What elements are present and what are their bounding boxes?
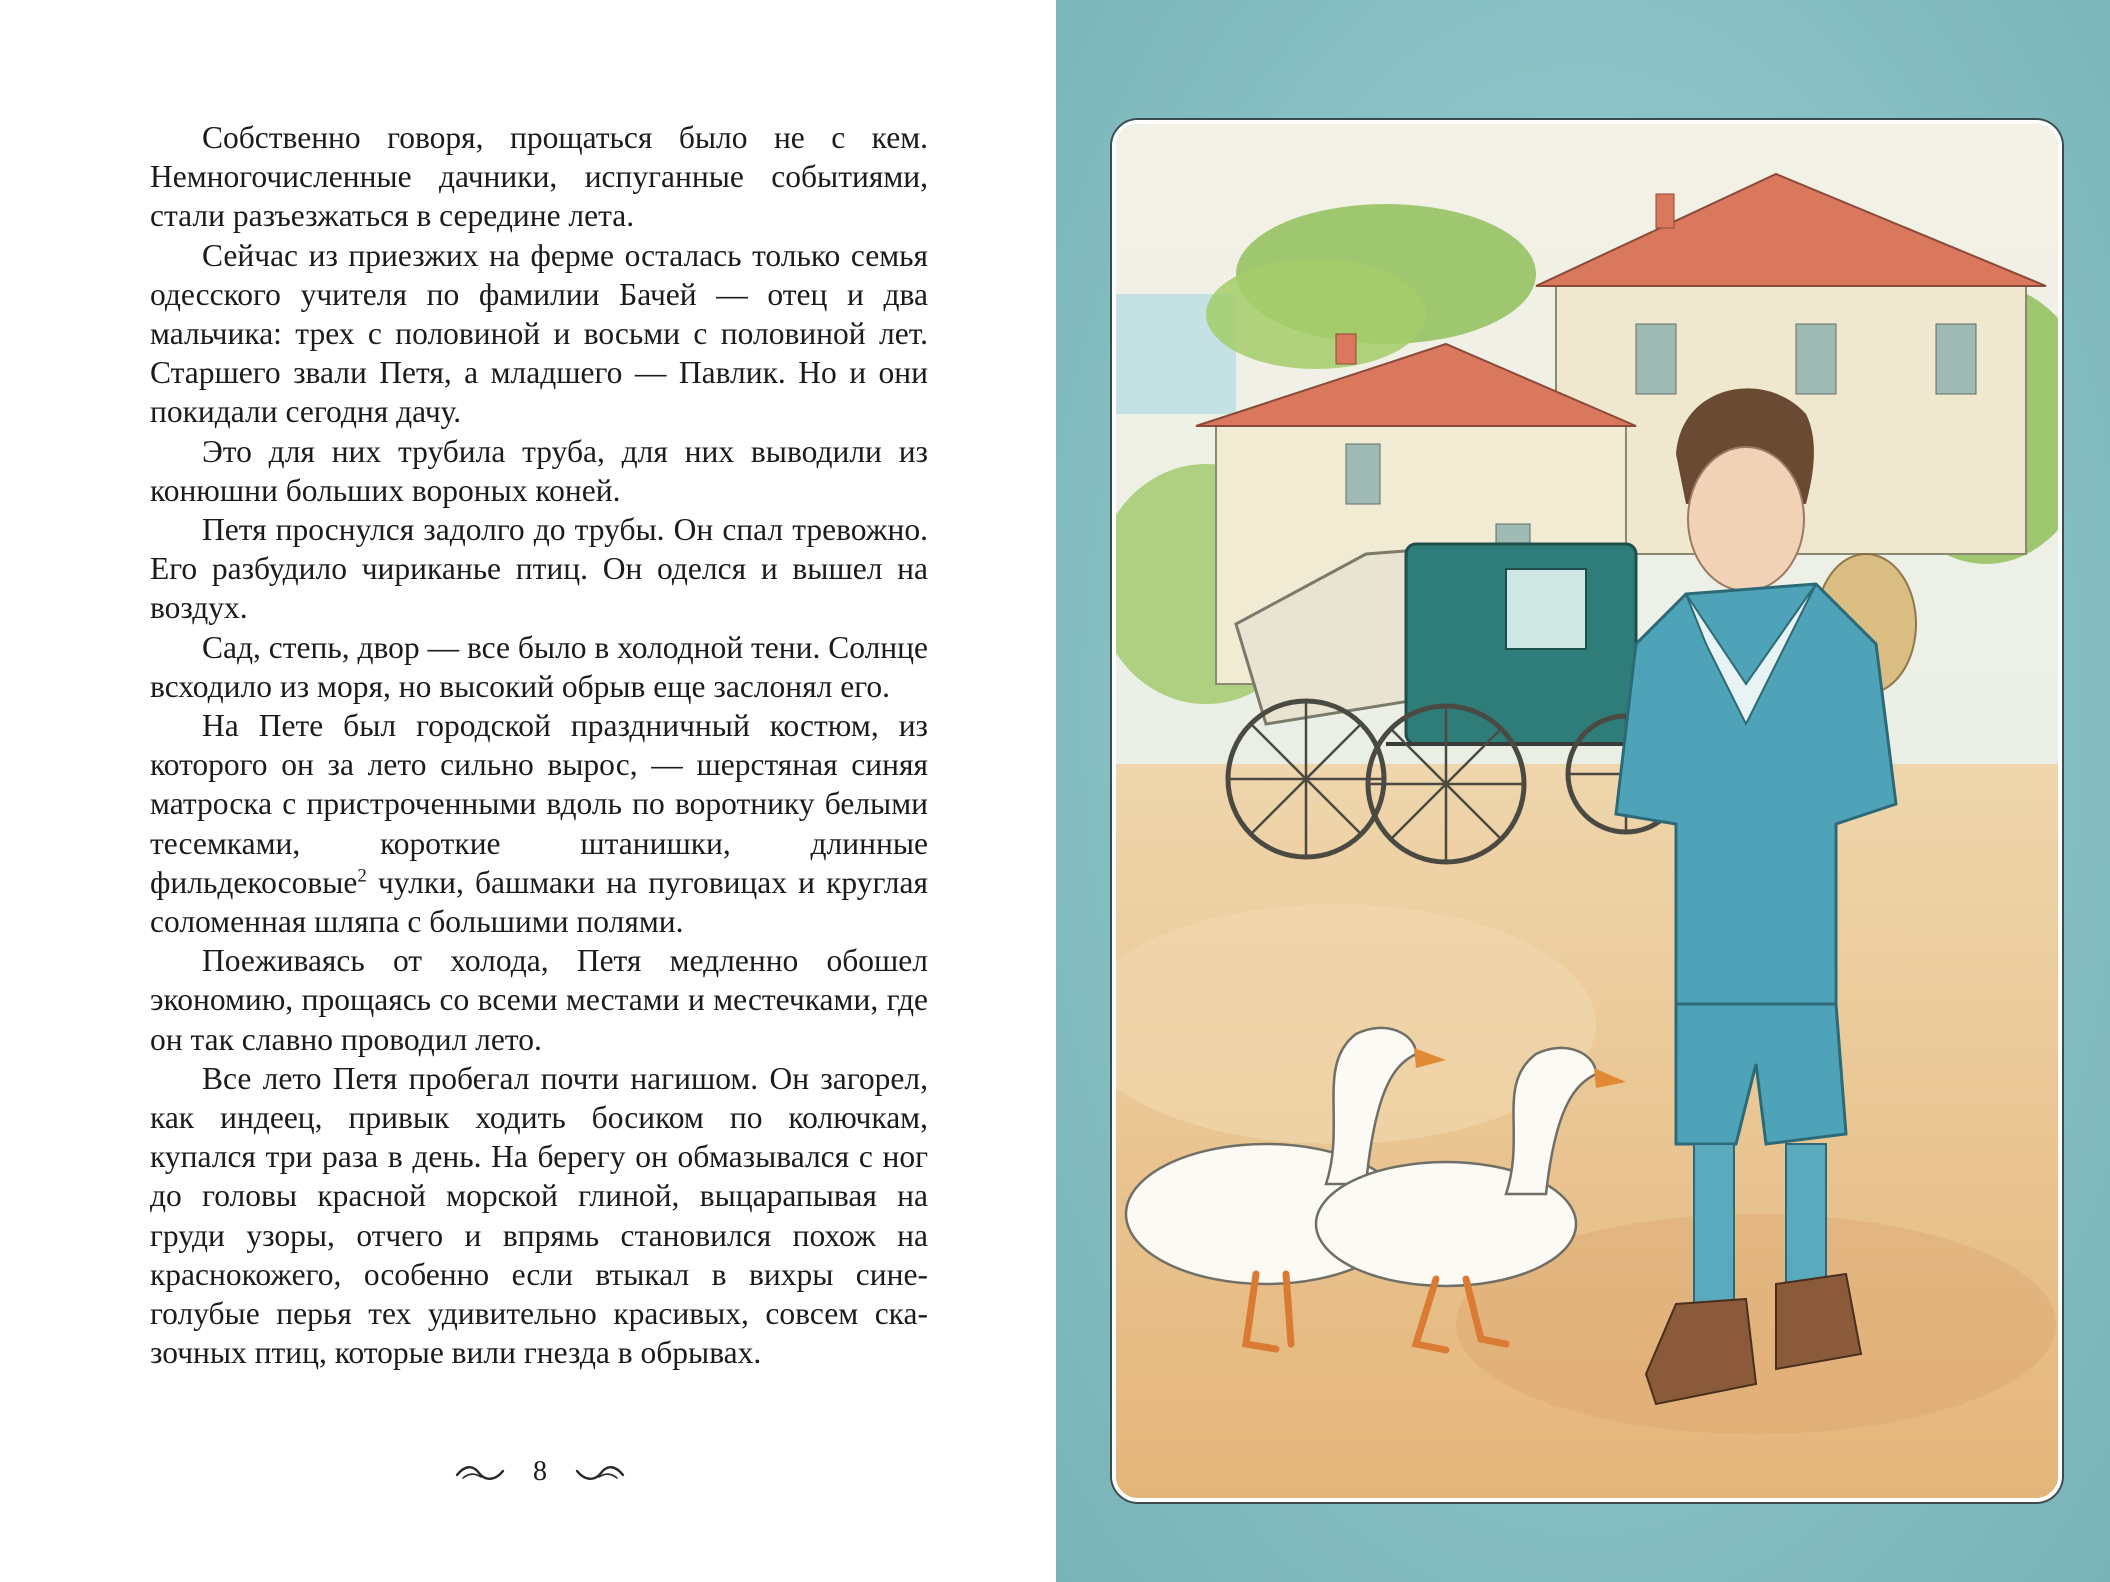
- illustration-frame: [1112, 120, 2062, 1502]
- paragraph: Сейчас из приезжих на ферме осталась только семья одесского учителя по фамилии Бачей — отец и два мальчика: трех с половиной и восьми с половиной лет. Старшего звали Петя, а младшего — Павлик. Но и они покидали сегодня дачу.: [150, 237, 928, 430]
- illustration: [1116, 124, 2058, 1498]
- paragraph-text: чулки, башмаки на пуговицах и круглая соломенная шляпа с большими полями.: [150, 864, 928, 940]
- paragraph: [150, 706, 928, 941]
- page-footer: [450, 1452, 630, 1492]
- paragraph: Сад, степь, двор — все было в холодной тени. Солнце всходило из моря, но высокий обрыв еще заслонял его.: [150, 629, 928, 704]
- paragraph: Поеживаясь от холода, Петя медленно обошел экономию, прощаясь со всеми местами и местечками, где он так славно проводил лето.: [150, 943, 928, 1057]
- paragraph: Все лето Петя пробегал почти нагишом. Он загорел, как индеец, привык ходить босиком по колючкам, купался три раза в день. На берегу он обмазывался с ног до головы красной морской глиной, выцарапывая на груди узоры, отчего и впрямь становился похож на краснокожего, особенно если втыкал в вихры синеголубые перья тех удивительно красивых, совсем сказочных птиц, которые вили гнезда в обрывах.: [150, 1060, 928, 1371]
- ornament-right-icon: [573, 1461, 625, 1483]
- paragraph: Это для них трубила труба, для них выводили из конюшни больших вороных коней.: [150, 433, 928, 508]
- paragraph: Петя проснулся задолго до трубы. Он спал тревожно. Его разбудило чириканье птиц. Он оделся и вышел на воздух.: [150, 512, 928, 626]
- paragraph: Собственно говоря, прощаться было не с кем. Немногочисленные дачники, испуганные событиями, стали разъезжаться в середине лета.: [150, 120, 928, 234]
- text-body: [150, 118, 928, 1373]
- paragraph-text: На Пете был городской праздничный костюм, из которого он за лето сильно вырос, — шерстяная синяя матроска с пристроченными вдоль по воротнику белыми тесемками, короткие штанишки, длинные фильдекосовые: [150, 708, 928, 900]
- footnote-ref[interactable]: 2: [357, 865, 367, 887]
- ornament-left-icon: [455, 1461, 507, 1483]
- page-number: 8: [533, 1456, 547, 1487]
